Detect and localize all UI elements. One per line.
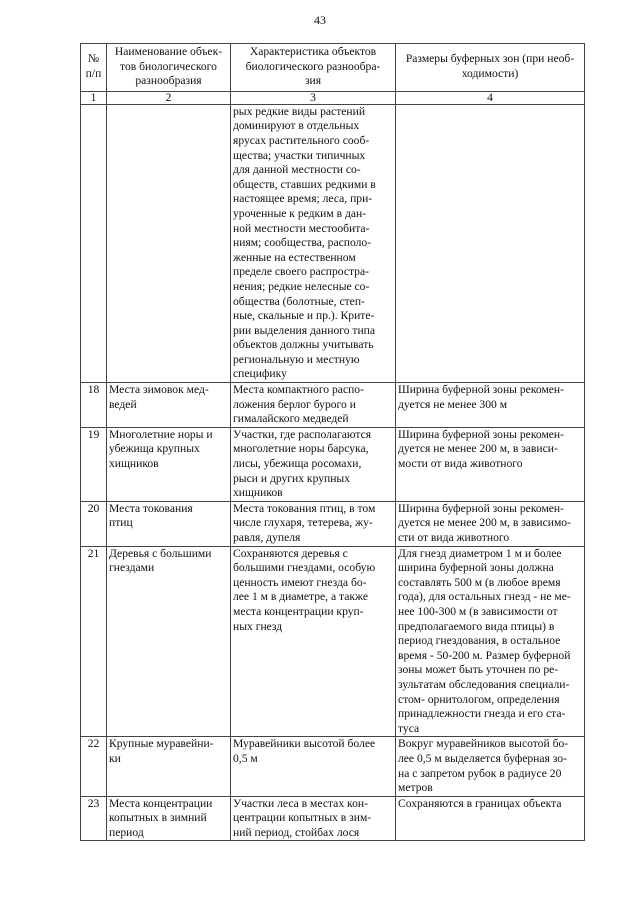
buffer-zone-cell: Для гнезд диаметром 1 м и более ширина буферной зоны должна составлять 500 м (в любое время года), для остальных гнезд - не ме- нее 100-300 м (в зависимости от предполагаемого вида птицы) в период гнездования, в остальное время - 50-200 м. Размер буферной зоны может быть уточнен по ре- зультатам обследования специали- стом- орнитологом, определения принадлежности гнезда и его ста- туса xyxy=(396,546,585,737)
row-number-cell: 20 xyxy=(81,501,107,546)
table-row xyxy=(81,796,585,841)
buffer-zones-table xyxy=(80,43,585,841)
row-number-cell: 23 xyxy=(81,796,107,841)
characteristic-cell: рых редкие виды растений доминируют в отдельных ярусах растительного сооб- щества; участки типичных для данной местности со- обществ, ставших редкими в настоящее время; леса, при- уроченные к редким в дан- ной местности местообита- ниям; сообщества, располо- женные на естественном пределе своего распростра- нения; редкие нелесные со- общества (болотные, степ- ные, скальные и пр.). Крите- рии выделения данного типа объектов должны учитывать региональную и местную специфику xyxy=(231,104,396,382)
table-header-row xyxy=(81,44,585,92)
row-number-cell: 18 xyxy=(81,383,107,428)
buffer-zone-cell: Ширина буферной зоны рекомен- дуется не менее 300 м xyxy=(396,383,585,428)
row-number-cell xyxy=(81,104,107,382)
column-number: 2 xyxy=(107,91,231,104)
object-name-cell: Крупные муравейни- ки xyxy=(107,737,231,796)
column-number: 3 xyxy=(231,91,396,104)
column-number: 4 xyxy=(396,91,585,104)
column-number-row xyxy=(81,91,585,104)
header-cell-buffer: Размеры буферных зон (при необ- ходимости) xyxy=(396,44,585,92)
table-row xyxy=(81,501,585,546)
object-name-cell: Места зимовок мед- ведей xyxy=(107,383,231,428)
table-row xyxy=(81,104,585,382)
object-name-cell: Многолетние норы и убежища крупных хищников xyxy=(107,427,231,501)
column-number: 1 xyxy=(81,91,107,104)
row-number-cell: 19 xyxy=(81,427,107,501)
table-row xyxy=(81,383,585,428)
table-row xyxy=(81,737,585,796)
characteristic-cell: Места токования птиц, в том числе глухаря, тетерева, жу- равля, дупеля xyxy=(231,501,396,546)
buffer-zone-cell: Вокруг муравейников высотой бо- лее 0,5 м выделяется буферная зо- на с запретом рубок в радиусе 20 метров xyxy=(396,737,585,796)
row-number-cell: 21 xyxy=(81,546,107,737)
characteristic-cell: Места компактного распо- ложения берлог бурого и гималайского медведей xyxy=(231,383,396,428)
characteristic-cell: Муравейники высотой более 0,5 м xyxy=(231,737,396,796)
characteristic-cell: Сохраняются деревья с большими гнездами, особую ценность имеют гнезда бо- лее 1 м в диаметре, а также места концентрации круп- ных гнезд xyxy=(231,546,396,737)
buffer-zone-cell: Ширина буферной зоны рекомен- дуется не менее 200 м, в зависи- мости от вида животного xyxy=(396,427,585,501)
header-cell-name: Наименование объек- тов биологического разнообразия xyxy=(107,44,231,92)
object-name-cell xyxy=(107,104,231,382)
object-name-cell: Места токования птиц xyxy=(107,501,231,546)
object-name-cell: Деревья с большими гнездами xyxy=(107,546,231,737)
object-name-cell: Места концентрации копытных в зимний период xyxy=(107,796,231,841)
characteristic-cell: Участки леса в местах кон- центрации копытных в зим- ний период, стойбах лося xyxy=(231,796,396,841)
characteristic-cell: Участки, где располагаются многолетние норы барсука, лисы, убежища росомахи, рыси и других крупных хищников xyxy=(231,427,396,501)
page-number: 43 xyxy=(314,13,326,27)
buffer-zone-cell: Ширина буферной зоны рекомен- дуется не менее 200 м, в зависимо- сти от вида животного xyxy=(396,501,585,546)
header-cell-characteristic: Характеристика объектов биологического разнообра- зия xyxy=(231,44,396,92)
table-row xyxy=(81,427,585,501)
buffer-zone-cell xyxy=(396,104,585,382)
header-cell-number: № п/п xyxy=(81,44,107,92)
row-number-cell: 22 xyxy=(81,737,107,796)
buffer-zone-cell: Сохраняются в границах объекта xyxy=(396,796,585,841)
table-row xyxy=(81,546,585,737)
